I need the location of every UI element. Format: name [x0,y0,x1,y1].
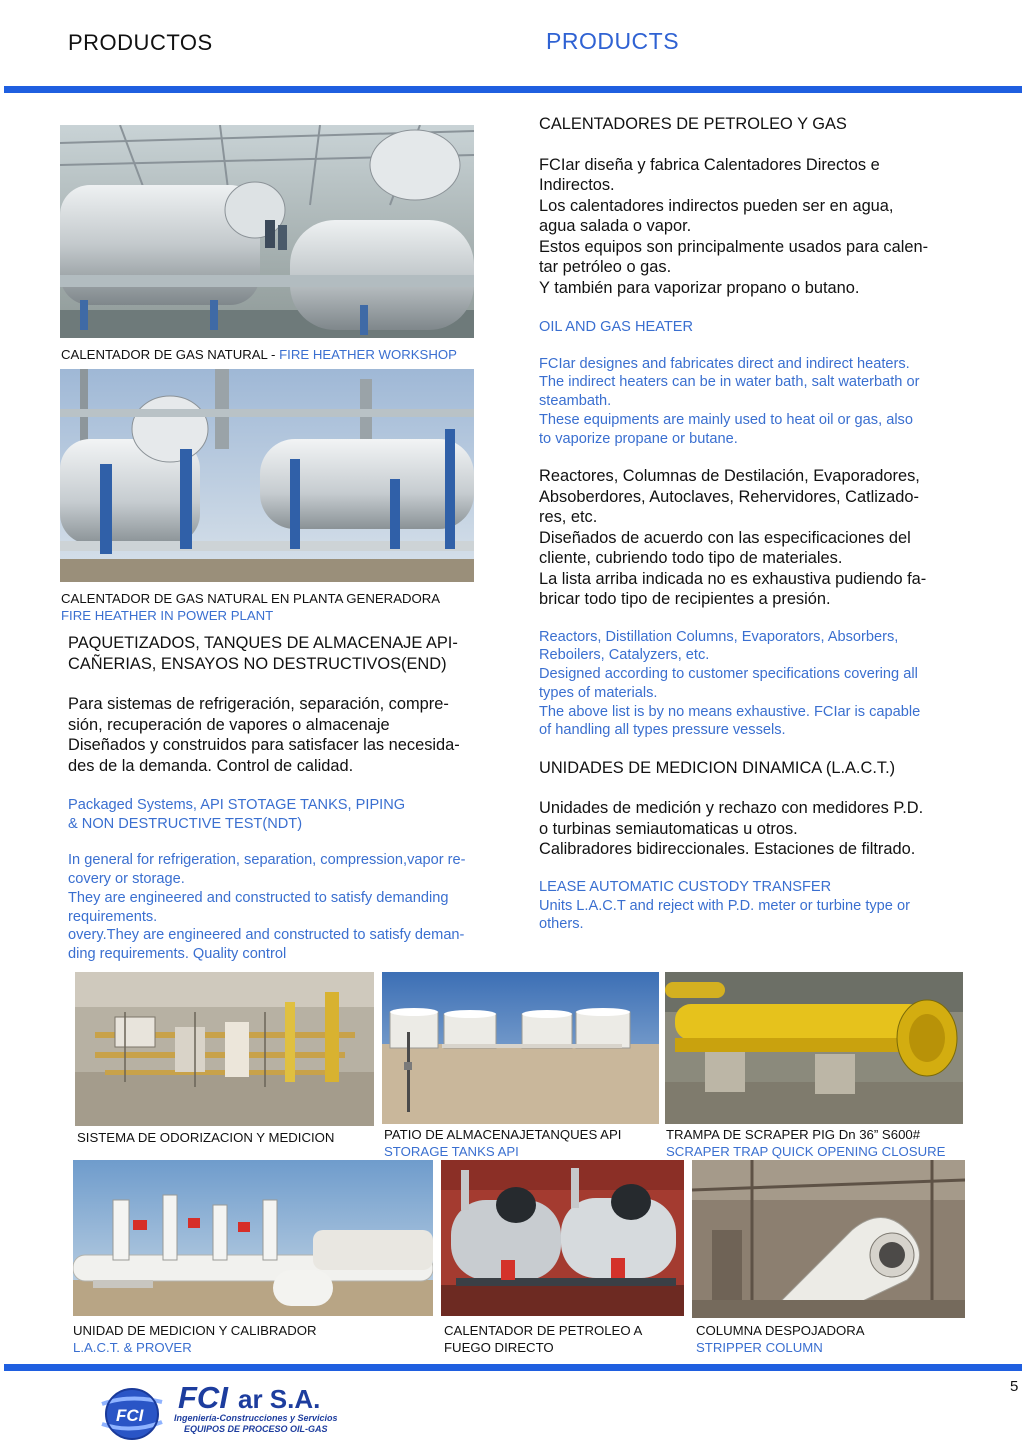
packaged-body-es-4: des de la demanda. Control de calidad. [68,756,354,775]
company-name: FCI [178,1380,228,1415]
heater-body-en-3: steambath. [539,393,612,410]
packaged-heading-es-1: PAQUETIZADOS, TANQUES DE ALMACENAJE API- [68,634,458,652]
packaged-body-en-1: In general for refrigeration, separation, compression,vapor re- [68,852,466,869]
caption-es: UNIDAD DE MEDICION Y CALIBRADOR [73,1323,317,1338]
caption-es: CALENTADOR DE GAS NATURAL - [61,347,280,362]
left-column [68,633,508,964]
caption-es: PATIO DE ALMACENAJETANQUES API [384,1127,622,1142]
reactors-body-en-6: of handling all types pressure vessels. [539,722,786,739]
caption-heater-power-plant [61,590,440,624]
packaged-body-es-3: Diseñados y construidos para satisfacer las necesida- [68,736,460,754]
reactors-body-en-4: types of materials. [539,684,658,701]
reactors-body-en-2: Reboilers, Catalyzers, etc. [539,647,710,664]
photo-scraper-trap [665,972,963,1124]
reactors-body-en-5: The above list is by no means exhaustive. FCIar is capable [539,703,921,720]
page-number: 5 [1010,1378,1019,1395]
lact-body-en-2: others. [539,916,584,933]
caption-es: CALENTADOR DE GAS NATURAL EN PLANTA GENERADORA [61,591,441,606]
caption-en: FIRE HEATHER IN POWER PLANT [61,608,274,623]
company-name-suffix: ar S.A. [238,1384,321,1414]
heater-body-es-2: Indirectos. [539,176,615,194]
caption-en: FIRE HEATHER WORKSHOP [279,347,457,362]
photo-storage-tanks [382,972,659,1124]
heater-body-es-7: Y también para vaporizar propano o butano. [539,278,860,297]
reactors-body-es-2: Absoberdores, Autoclaves, Rehervidores, Catlizado- [539,487,919,506]
caption-stripper-column [696,1322,865,1356]
company-logo-icon [100,1384,164,1442]
caption-storage-tanks [384,1126,621,1160]
heater-body-en-2: The indirect heaters can be in water bath, salt waterbath or [539,374,920,391]
reactors-body-es-1: Reactores, Columnas de Destilación, Evaporadores, [539,467,920,486]
heater-heading-en: OIL AND GAS HEATER [539,319,694,335]
caption-es-2: FUEGO DIRECTO [444,1340,554,1355]
packaged-body-en-5: overy.They are engineered and constructed to satisfy deman- [68,927,465,944]
heater-body-es-4: agua salada o vapor. [539,217,692,235]
packaged-heading-es-2: CAÑERIAS, ENSAYOS NO DESTRUCTIVOS(END) [68,654,447,673]
footer-rule [4,1364,1022,1371]
caption-es: TRAMPA DE SCRAPER PIG Dn 36” S600# [666,1127,921,1142]
heater-body-es-3: Los calentadores indirectos pueden ser en agua, [539,196,894,215]
heater-body-es-1: FCIar diseña y fabrica Calentadores Directos e [539,155,880,174]
caption-scraper-trap [666,1126,945,1160]
company-tagline-1: Ingeniería-Construcciones y Servicios [174,1413,338,1423]
lact-heading-en: LEASE AUTOMATIC CUSTODY TRANSFER [539,878,832,895]
packaged-heading-en-1: Packaged Systems, API STOTAGE TANKS, PIPING [68,797,406,813]
caption-lact-prover [73,1322,317,1356]
reactors-body-es-6: La lista arriba indicada no es exhaustiva pudiendo fa- [539,569,927,588]
caption-es: CALENTADOR DE PETROLEO A [444,1323,643,1338]
photo-direct-fired-heater [441,1160,684,1316]
reactors-body-es-3: res, etc. [539,508,598,527]
heater-body-en-4: These equipments are mainly used to heat oil or gas, also [539,411,913,428]
logo-mark-text: FCI [116,1406,144,1425]
reactors-body-en-1: Reactors, Distillation Columns, Evaporators, Absorbers, [539,628,899,645]
packaged-body-en-6: ding requirements. Quality control [68,945,287,962]
photo-odorization-system [75,972,374,1126]
packaged-body-en-4: requirements. [68,908,158,925]
packaged-body-es-1: Para sistemas de refrigeración, separación, compre- [68,695,449,713]
packaged-body-en-3: They are engineered and constructed to satisfy demanding [68,889,449,906]
header-rule [4,86,1022,93]
caption-direct-fired-heater [444,1322,642,1356]
photo-lact-prover [73,1160,433,1316]
caption-en: STRIPPER COLUMN [696,1340,823,1355]
photo-stripper-column [692,1160,965,1318]
page-title-es: PRODUCTOS [68,30,213,55]
caption-es: SISTEMA DE ODORIZACION Y MEDICION [77,1130,335,1145]
caption-en: STORAGE TANKS API [384,1144,519,1159]
packaged-body-es-2: sión, recuperación de vapores o almacenaje [68,715,390,734]
photo-heater-workshop [60,125,474,338]
lact-heading-es: UNIDADES DE MEDICION DINAMICA (L.A.C.T.) [539,758,896,777]
caption-odorization [77,1129,334,1146]
lact-body-es-3: Calibradores bidireccionales. Estaciones de filtrado. [539,840,916,859]
reactors-body-es-4: Diseñados de acuerdo con las especificaciones del [539,528,911,547]
caption-es: COLUMNA DESPOJADORA [696,1323,865,1338]
heater-body-es-6: tar petróleo o gas. [539,258,672,276]
caption-heater-workshop [61,346,457,363]
reactors-body-es-7: bricar todo tipo de recipientes a presión. [539,590,831,609]
heater-heading-es: CALENTADORES DE PETROLEO Y GAS [539,115,847,133]
packaged-body-en-2: covery or storage. [68,871,185,888]
lact-body-es-1: Unidades de medición y rechazo con medidores P.D. [539,799,924,818]
right-column [539,114,959,934]
caption-en: L.A.C.T. & PROVER [73,1340,192,1355]
lact-body-es-2: o turbinas semiautomaticas u otros. [539,819,798,838]
heater-body-en-1: FCIar designes and fabricates direct and indirect heaters. [539,355,910,372]
heater-body-en-5: to vaporize propane or butane. [539,430,738,447]
reactors-body-en-3: Designed according to customer specifications covering all [539,666,918,683]
reactors-body-es-5: cliente, cubriendo todo tipo de materiales. [539,549,843,568]
photo-heater-power-plant [60,369,474,582]
lact-body-en-1: Units L.A.C.T and reject with P.D. meter or turbine type or [539,897,910,914]
company-tagline-2: EQUIPOS DE PROCESO OIL-GAS [184,1424,328,1434]
caption-en: SCRAPER TRAP QUICK OPENING CLOSURE [666,1144,946,1159]
page-title-en: PRODUCTS [546,28,680,54]
heater-body-es-5: Estos equipos son principalmente usados para calen- [539,237,929,256]
packaged-heading-en-2: & NON DESTRUCTIVE TEST(NDT) [68,815,303,832]
